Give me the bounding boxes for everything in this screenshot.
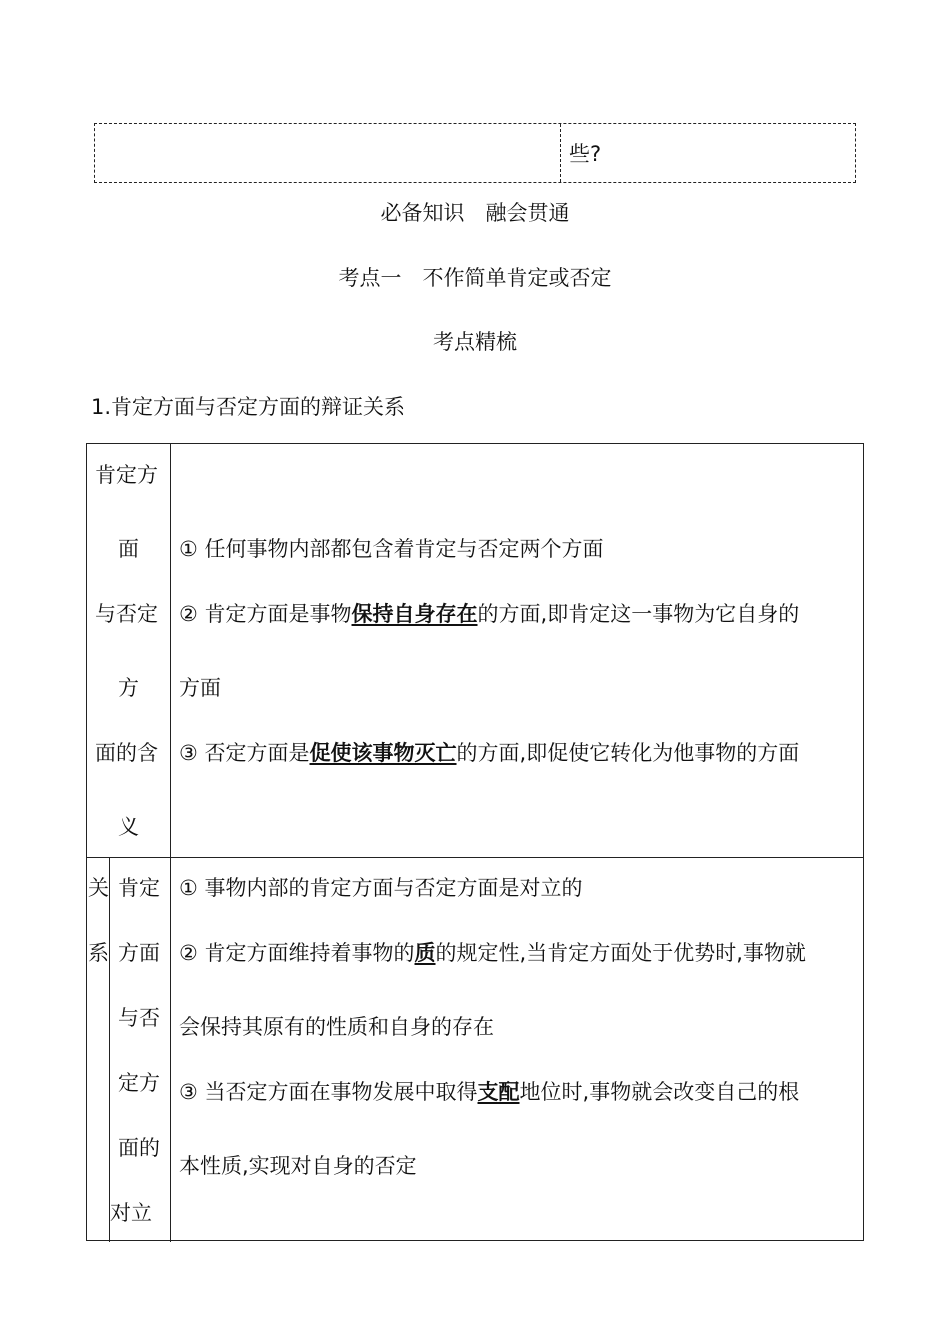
row1-p3-before: ③ 否定方面是	[179, 741, 310, 765]
column-divider	[170, 444, 171, 1242]
row2-point-3-cont: 本性质,实现对自身的否定	[179, 1154, 417, 1178]
row2-p3-after: 地位时,事物就会改变自己的根	[519, 1080, 800, 1104]
row1-point-2	[179, 598, 799, 628]
row1-p2-before: ② 肯定方面是事物	[179, 602, 352, 626]
dialectic-table	[86, 443, 864, 1241]
dashed-box-divider	[560, 124, 561, 182]
row1-label-line: 与否定	[95, 602, 158, 626]
row1-point-2-cont: 方面	[179, 676, 221, 700]
row2-inner-label: 定方	[118, 1071, 160, 1095]
row2-point-3	[179, 1076, 799, 1106]
item-title: 1.肯定方面与否定方面的辩证关系	[91, 395, 406, 419]
row1-label-line: 方	[118, 676, 139, 700]
row2-inner-label: 与否	[118, 1006, 160, 1030]
row2-p2-before: ② 肯定方面维持着事物的	[179, 941, 415, 965]
row2-point-2	[179, 937, 806, 967]
sub-heading: 考点精梳	[433, 330, 517, 354]
row1-label-line: 面	[118, 537, 139, 561]
row2-inner-label: 对立	[110, 1201, 152, 1225]
row1-point-1: ① 任何事物内部都包含着肯定与否定两个方面	[179, 537, 604, 561]
row1-p2-keyword: 保持自身存在	[351, 602, 478, 626]
row2-p3-before: ③ 当否定方面在事物发展中取得	[179, 1080, 478, 1104]
row1-p3-after: 的方面,即促使它转化为他事物的方面	[456, 741, 800, 765]
row2-outer-label: 系	[88, 941, 109, 965]
row1-p2-after: 的方面,即肯定这一事物为它自身的	[477, 602, 800, 626]
row1-label-line: 义	[118, 815, 139, 839]
row2-p2-keyword: 质	[414, 941, 436, 965]
row2-inner-label: 肯定	[118, 876, 160, 900]
row2-point-1: ① 事物内部的肯定方面与否定方面是对立的	[179, 876, 583, 900]
dashed-header-box	[94, 123, 856, 183]
row2-inner-label: 面的	[118, 1136, 160, 1160]
row1-point-3	[179, 737, 799, 767]
row-divider	[87, 857, 863, 858]
kaodian-heading: 考点一 不作简单肯定或否定	[338, 266, 612, 290]
row2-p3-keyword: 支配	[477, 1080, 520, 1104]
row2-p2-after: 的规定性,当肯定方面处于优势时,事物就	[435, 941, 806, 965]
row1-label-line: 面的含	[95, 741, 158, 765]
section-heading: 必备知识 融会贯通	[380, 201, 570, 225]
row1-label-line: 肯定方	[95, 463, 158, 487]
row2-inner-label: 方面	[118, 941, 160, 965]
row2-outer-label: 关	[88, 876, 109, 900]
row1-p3-keyword: 促使该事物灭亡	[309, 741, 457, 765]
sub-column-divider	[109, 857, 110, 1242]
row2-point-2-cont: 会保持其原有的性质和自身的存在	[179, 1015, 494, 1039]
dashed-box-text: 些?	[569, 142, 602, 166]
